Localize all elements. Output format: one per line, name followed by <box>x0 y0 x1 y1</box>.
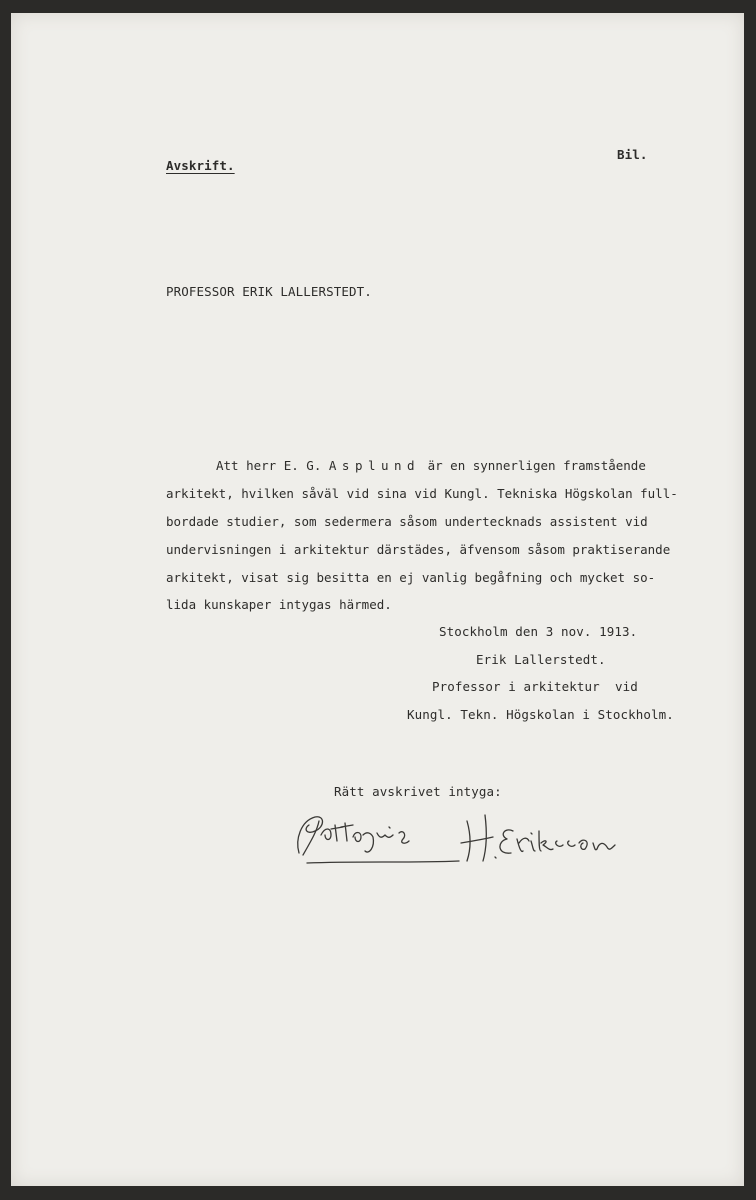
body-line: lida kunskaper intygas härmed. <box>166 597 392 612</box>
addressee: PROFESSOR ERIK LALLERSTEDT. <box>166 284 372 299</box>
body-first-line <box>216 458 646 473</box>
signatory-name: Erik Lallerstedt. <box>476 652 606 667</box>
body-prefix: Att herr E. G. <box>216 458 329 473</box>
attachment-label: Bil. <box>617 147 648 162</box>
body-line: bordade studier, som sedermera såsom undertecknads assistent vid <box>166 514 648 529</box>
candidate-name: Asplund <box>328 458 421 473</box>
body-first-suffix: är en synnerligen framstående <box>420 458 646 473</box>
body-line: undervisningen i arkitektur därstädes, äfvensom såsom praktiserande <box>166 542 671 557</box>
signatory-title: Professor i arkitektur vid <box>432 679 638 694</box>
place-date: Stockholm den 3 nov. 1913. <box>439 624 638 639</box>
signatory-institution: Kungl. Tekn. Högskolan i Stockholm. <box>407 707 674 722</box>
signature-drawing <box>281 791 621 881</box>
document-page <box>11 13 744 1186</box>
document-heading: Avskrift. <box>166 158 235 173</box>
certification-line: Rätt avskrivet intyga: <box>334 784 502 799</box>
body-line: arkitekt, hvilken såväl vid sina vid Kungl. Tekniska Högskolan full- <box>166 486 678 501</box>
handwritten-signatures <box>281 791 621 881</box>
body-line: arkitekt, visat sig besitta en ej vanlig begåfning och mycket so- <box>166 570 656 585</box>
